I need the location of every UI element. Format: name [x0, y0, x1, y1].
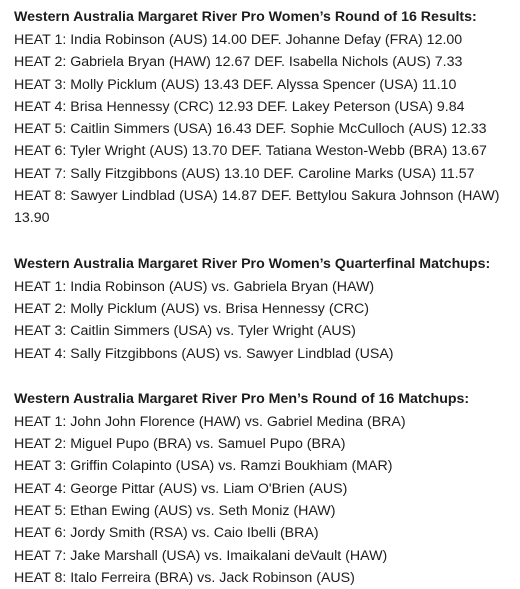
heat-result-line: HEAT 2: Gabriela Bryan (HAW) 12.67 DEF. Isabella Nichols (AUS) 7.33: [14, 54, 463, 71]
section-heading: Western Australia Margaret River Pro Men’s Round of 16 Matchups:: [14, 390, 470, 407]
heat-matchup-line: HEAT 2: Molly Picklum (AUS) vs. Brisa Hennessy (CRC): [14, 300, 370, 317]
heat-matchup-line: HEAT 5: Ethan Ewing (AUS) vs. Seth Moniz (HAW): [14, 503, 336, 520]
heat-matchup-line: HEAT 6: Jordy Smith (RSA) vs. Caio Ibelli (BRA): [14, 525, 319, 542]
heat-matchup-line: HEAT 7: Jake Marshall (USA) vs. Imaikalani deVault (HAW): [14, 547, 388, 564]
heat-matchup-line: HEAT 1: John John Florence (HAW) vs. Gabriel Medina (BRA): [14, 413, 406, 430]
heat-matchup-line: HEAT 4: Sally Fitzgibbons (AUS) vs. Sawyer Lindblad (USA): [14, 345, 394, 362]
heat-matchup-line: HEAT 1: India Robinson (AUS) vs. Gabriela Bryan (HAW): [14, 278, 375, 295]
men-round-of-16-matchups: [14, 388, 514, 589]
heat-result-line: HEAT 4: Brisa Hennessy (CRC) 12.93 DEF. Lakey Peterson (USA) 9.84: [14, 98, 465, 115]
heat-result-line: HEAT 6: Tyler Wright (AUS) 13.70 DEF. Tatiana Weston-Webb (BRA) 13.67: [14, 143, 487, 160]
section-heading: Western Australia Margaret River Pro Women’s Quarterfinal Matchups:: [14, 255, 491, 272]
heat-result-line: HEAT 3: Molly Picklum (AUS) 13.43 DEF. Alyssa Spencer (USA) 11.10: [14, 76, 457, 93]
women-quarterfinal-matchups: [14, 253, 514, 365]
heat-matchup-line: HEAT 4: George Pittar (AUS) vs. Liam O'Brien (AUS): [14, 480, 348, 497]
heat-result-line: HEAT 5: Caitlin Simmers (USA) 16.43 DEF. Sophie McCulloch (AUS) 12.33: [14, 121, 487, 138]
heat-matchup-line: HEAT 3: Caitlin Simmers (USA) vs. Tyler Wright (AUS): [14, 323, 356, 340]
heat-result-line: HEAT 8: Sawyer Lindblad (USA) 14.87 DEF. Bettylou Sakura Johnson (HAW) 13.90: [14, 188, 500, 227]
heat-result-line: HEAT 7: Sally Fitzgibbons (AUS) 13.10 DEF. Caroline Marks (USA) 11.57: [14, 165, 475, 182]
women-round-of-16-results: [14, 6, 514, 230]
heat-matchup-line: HEAT 3: Griffin Colapinto (USA) vs. Ramzi Boukhiam (MAR): [14, 458, 393, 475]
heat-matchup-line: HEAT 8: Italo Ferreira (BRA) vs. Jack Robinson (AUS): [14, 569, 355, 586]
heat-matchup-line: HEAT 2: Miguel Pupo (BRA) vs. Samuel Pupo (BRA): [14, 436, 346, 453]
section-heading: Western Australia Margaret River Pro Women’s Round of 16 Results:: [14, 9, 477, 25]
heat-result-line: HEAT 1: India Robinson (AUS) 14.00 DEF. Johanne Defay (FRA) 12.00: [14, 32, 463, 48]
